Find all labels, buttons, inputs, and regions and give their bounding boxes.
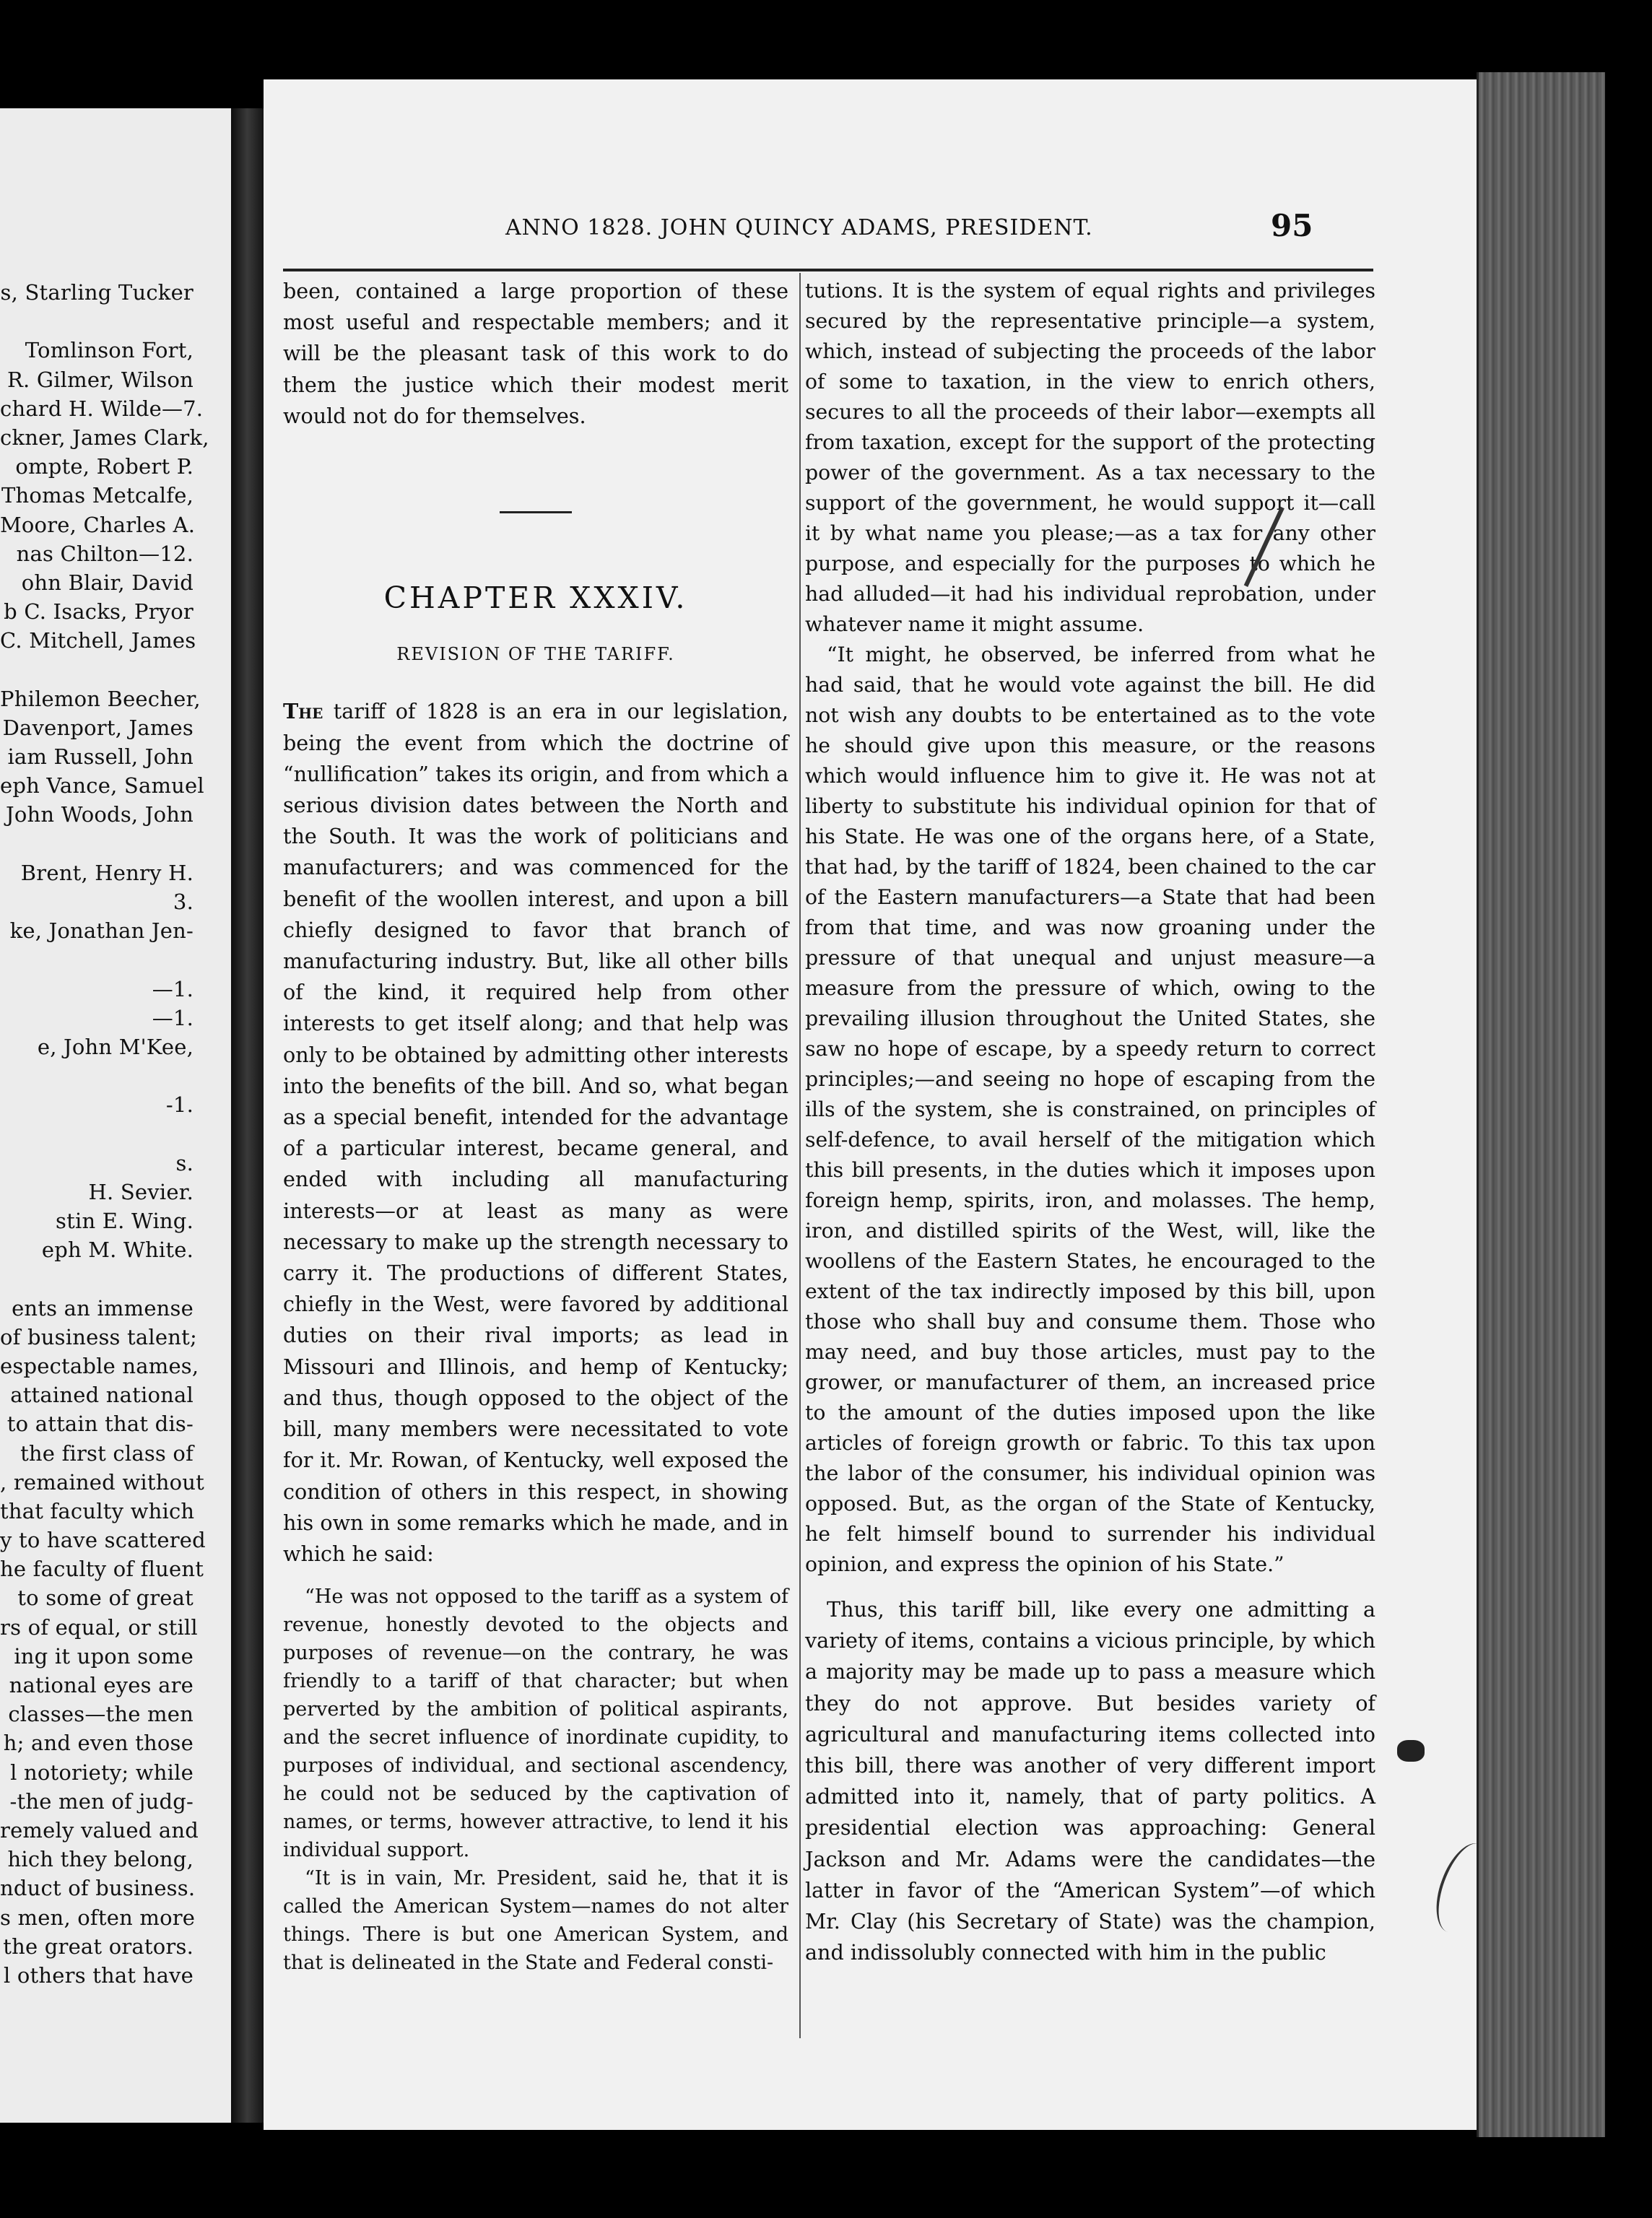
left-page-line xyxy=(0,945,231,974)
page-number: 95 xyxy=(1271,208,1313,243)
left-page-line: ents an immense xyxy=(12,1295,194,1321)
rowan-quote-2: “It is in vain, Mr. President, said he, that it is called the American System—names do not alter things. There is but one American System, and that is delineated in the State and Federal consti- xyxy=(283,1867,788,1975)
left-page-line xyxy=(0,307,231,336)
running-head: ANNO 1828. JOHN QUINCY ADAMS, PRESIDENT. xyxy=(505,215,1093,240)
left-page-line: ckner, James Clark, xyxy=(0,425,209,450)
left-page-line: to some of great xyxy=(17,1586,194,1611)
left-page-line xyxy=(0,1061,231,1090)
left-page-line: s men, often more xyxy=(0,1905,196,1930)
left-page-line: l notoriety; while xyxy=(10,1760,194,1785)
left-page-line: —1. xyxy=(152,976,194,1001)
left-column xyxy=(283,276,788,1977)
left-page-line: stin E. Wing. xyxy=(56,1209,194,1233)
tariff-paragraph xyxy=(283,696,788,1570)
left-page-fragment xyxy=(0,108,231,2123)
left-page-line: Brent, Henry H. xyxy=(20,860,194,885)
left-page-line: that faculty which xyxy=(0,1498,195,1523)
column-divider xyxy=(799,273,801,2038)
page-header xyxy=(264,208,1477,251)
page-edge xyxy=(1477,72,1605,2137)
left-page-line: nas Chilton—12. xyxy=(16,541,194,566)
section-title: REVISION OF THE TARIFF. xyxy=(396,644,675,665)
pencil-mark-3 xyxy=(1397,1740,1425,1762)
continuation-paragraph: been, contained a large proportion of these most useful and respectable members; and it will be the pleasant task of this work to do them the justice which their modest merit would not do for themselves. xyxy=(283,279,788,428)
left-page-line: chard H. Wilde—7. xyxy=(0,396,204,421)
left-page-line: y to have scattered xyxy=(0,1528,206,1553)
left-page-line: ompte, Robert P. xyxy=(15,454,194,479)
left-page-line: R. Gilmer, Wilson xyxy=(6,367,194,392)
left-page-line xyxy=(0,655,231,684)
rowan-quote-3: “It might, he observed, be inferred from what he had said, that he would vote against the bill. He did not wish any doubts to be entertained as to the vote he should give upon this measure, or the reasons which would influence him to give it. He was not at liberty to substitute his individual opinion for that of his State. He was one of the organs here, of a State, that had, by the tariff of 1824, been chained to the car of the Eastern manufacturers—a State that had been from that time, and was now groaning under the pressure of that unequal and unjust measure—a measure from the pressure of which, owing to the prevailing illusion throughout the United States, she saw no hope of escape, by a speedy return to correct principles;—and seeing no hope of escaping from the ills of the system, she is constrained, on principles of self-defence, to avail herself of the mitigation which this bill presents, in the duties which it imposes upon foreign hemp, spirits, iron, and molasses. The hemp, iron, and distilled spirits of the West, will, like the woollens of the Eastern States, he encouraged to the extent of the tax indirectly imposed by this bill, upon those who shall buy and consume them. Those who may need, and buy those articles, must pay to the grower, or manufacturer of them, an increased price to the amount of the duties imposed upon the like articles of foreign growth or fabric. To this tax upon the labor of the consumer, his individual opinion was opposed. But, as the organ of the State of Kentucky, he felt himself bound to surrender his individual opinion, and express the opinion of his State.” xyxy=(805,643,1375,1576)
left-page-line: s. xyxy=(175,1150,194,1175)
left-page-line: —1. xyxy=(152,1005,194,1030)
header-rule xyxy=(283,269,1373,271)
left-page-line: Philemon Beecher, xyxy=(0,686,201,711)
tariff-paragraph-text: tariff of 1828 is an era in our legislation, being the event from which the doctrine of “nullification” takes its origin, and from which a serious division dates between the North and the South. It was the work of politicians and manufacturers; and was commenced for the benefit of the woollen interest, and upon a bill chiefly designed to favor that branch of manufacturing industry. But, like all other bills of the kind, it required help from other interests to get itself along; and that help was only to be obtained by admitting other interests into the benefits of the bill. And so, what began as a special benefit, intended for the advantage of a particular interest, became general, and ended with including all manufacturing interests—or at least as many as were necessary to make up the strength necessary to carry it. The productions of different States, chiefly in the West, were favored by additional duties on their rival imports; as lead in Missouri and Illinois, and hemp of Kentucky; and thus, though opposed to the object of the bill, many members were necessitated to vote for it. Mr. Rowan, of Kentucky, well exposed the condition of others in this respect, in showing his own in some remarks which he made, and in which he said: xyxy=(283,699,788,1566)
left-page-line: H. Sevier. xyxy=(88,1179,194,1204)
left-page-line xyxy=(0,830,231,858)
left-page-line: he faculty of fluent xyxy=(0,1557,204,1582)
right-page xyxy=(264,79,1477,2130)
left-page-line: Thomas Metcalfe, xyxy=(1,483,194,508)
left-page-line xyxy=(0,1264,231,1293)
closing-paragraph: Thus, this tariff bill, like every one admitting a variety of items, contains a vicious principle, by which a majority may be made up to pass a measure which they do not approve. But besides variety of agricultural and manufacturing items collected into this bill, there was another of very different import admitted into it, namely, that of party politics. A presidential election was approaching: General Jackson and Mr. Adams were the candidates—the latter in favor of the “American System”—of which Mr. Clay (his Secretary of State) was the champion, and indissolubly connected with him in the public xyxy=(805,1597,1375,1965)
left-page-line: espectable names, xyxy=(0,1353,199,1378)
left-page-line: ohn Blair, David xyxy=(21,570,194,595)
left-page-line: s, Starling Tucker xyxy=(0,280,194,305)
left-page-line: eph Vance, Samuel xyxy=(0,773,204,799)
left-page-line: iam Russell, John xyxy=(7,744,194,769)
left-page-line: to attain that dis- xyxy=(6,1412,194,1437)
left-page-line: classes—the men xyxy=(8,1702,194,1727)
book-gutter xyxy=(231,108,264,2123)
left-page-line: , remained without xyxy=(0,1469,204,1495)
left-page-line: the first class of xyxy=(20,1440,194,1466)
left-page-line: John Woods, John xyxy=(6,802,194,827)
left-page-line: attained national xyxy=(10,1383,194,1408)
left-page-line: -the men of judg- xyxy=(9,1788,194,1814)
left-page-line: C. Mitchell, James xyxy=(0,628,196,653)
lead-word: The xyxy=(283,699,323,724)
left-page-line: Davenport, James xyxy=(2,715,194,740)
left-page-line: eph M. White. xyxy=(41,1238,194,1263)
quote-continuation: tutions. It is the system of equal rights and privileges secured by the representative principle—a system, which, instead of subjecting the proceeds of the labor of some to taxation, in the view to enrich others, secures to all the proceeds of their labor—exempts all from taxation, except for the support of the protecting power of the government. As a tax necessary to the support of the government, he would support it—call it by what name you please;—as a tax for any other purpose, and especially for the purposes to which he had alluded—it had his individual reprobation, under whatever name it might assume. xyxy=(805,279,1375,636)
left-page-line: ke, Jonathan Jen- xyxy=(9,918,194,944)
left-page-text xyxy=(0,278,231,1990)
rowan-quote-1: “He was not opposed to the tariff as a system of revenue, honestly devoted to the objects and purposes of revenue—on the contrary, he was friendly to a tariff of that character; but when perverted by the ambition of political aspirants, and the secret influence of inordinate cupidity, to purposes of individual, and sectional ascendency, he could not be seduced by the captivation of names, or terms, however attractive, to lend it his individual support. xyxy=(283,1586,788,1862)
left-page-line: b C. Isacks, Pryor xyxy=(4,599,194,625)
pencil-mark-4 xyxy=(1426,1836,1477,1940)
chapter-title: CHAPTER XXXIV. xyxy=(383,580,688,616)
left-page-line: e, John M'Kee, xyxy=(37,1034,194,1059)
left-page-line: l others that have xyxy=(3,1962,194,1988)
section-rule xyxy=(500,511,572,513)
left-page-line: Moore, Charles A. xyxy=(0,512,196,537)
left-page-line: h; and even those xyxy=(3,1731,194,1756)
left-page-line: national eyes are xyxy=(9,1673,194,1697)
left-page-line xyxy=(0,1119,231,1148)
left-page-line: hich they belong, xyxy=(7,1847,194,1872)
left-page-line: 3. xyxy=(173,889,194,914)
left-page-line: rs of equal, or still xyxy=(0,1614,198,1640)
left-page-line: ing it upon some xyxy=(14,1643,194,1669)
left-page-line: remely valued and xyxy=(0,1817,199,1843)
left-page-line: Tomlinson Fort, xyxy=(25,338,194,363)
left-page-line: the great orators. xyxy=(3,1934,194,1959)
left-page-line: of business talent; xyxy=(0,1324,197,1349)
left-page-line: nduct of business. xyxy=(0,1876,196,1901)
right-column xyxy=(805,276,1375,1968)
left-page-line: -1. xyxy=(165,1092,194,1118)
